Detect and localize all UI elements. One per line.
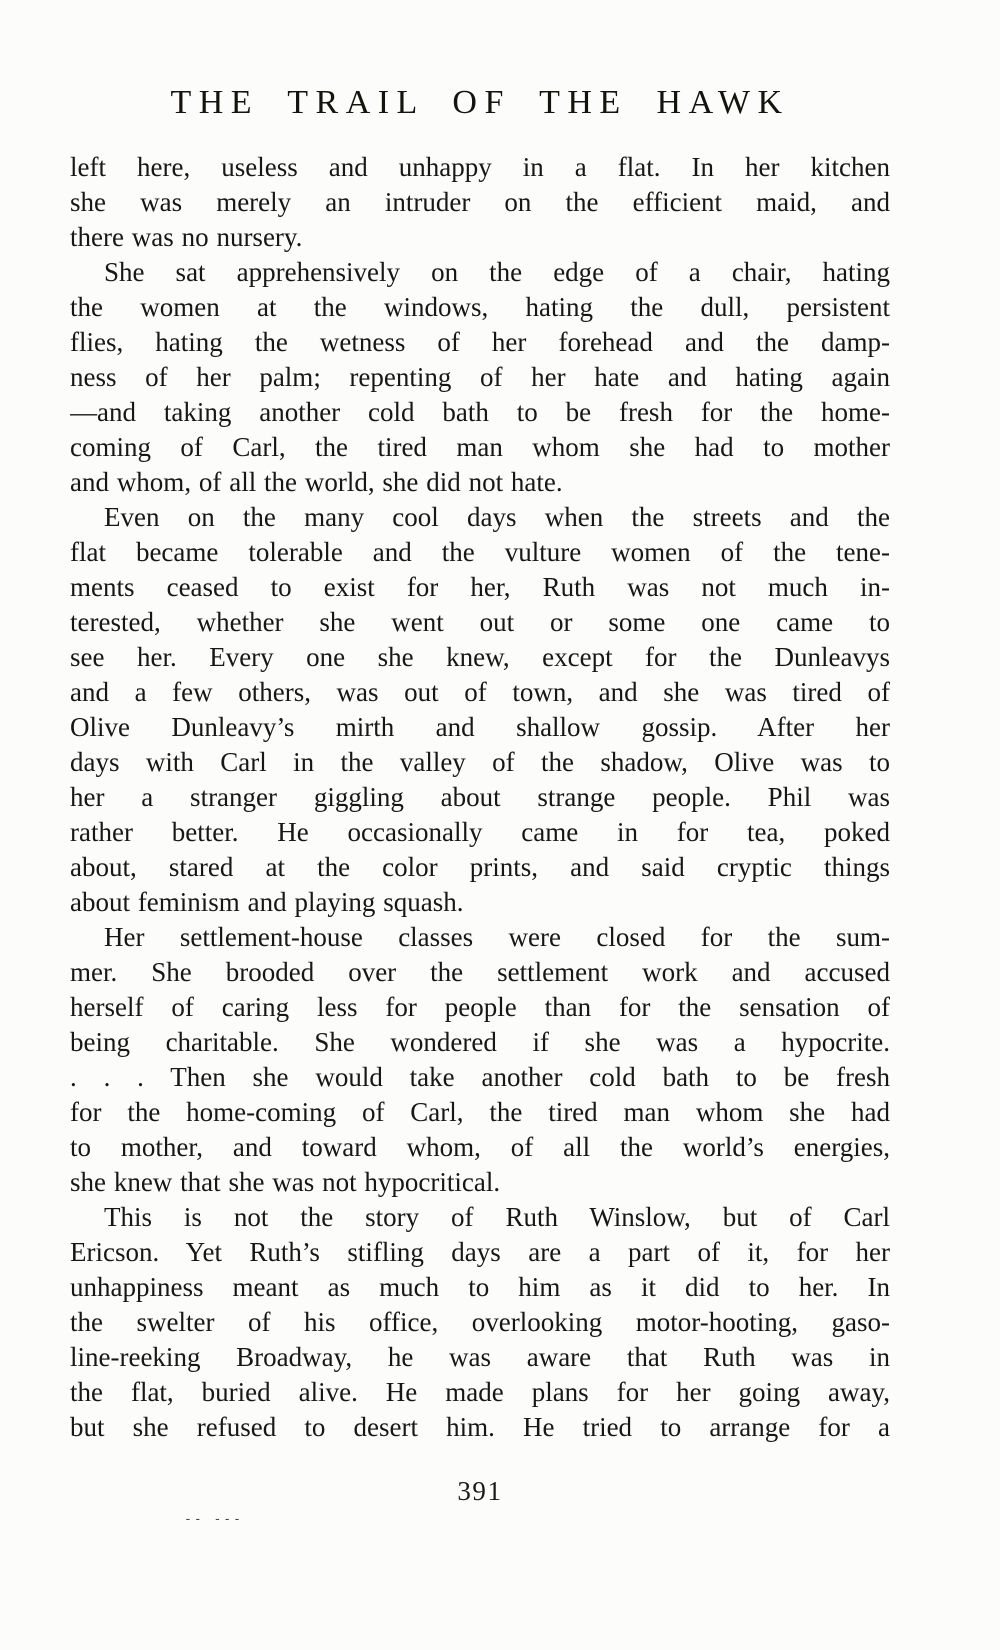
paragraph [70, 255, 890, 500]
text-line: she knew that she was not hypocritical. [70, 1167, 501, 1197]
paragraph [70, 1200, 890, 1445]
text-line: flat became tolerable and the vulture women of the tene- [70, 537, 890, 567]
text-line: Even on the many cool days when the streets and the [104, 502, 890, 532]
text-line: ments ceased to exist for her, Ruth was not much in- [70, 572, 890, 602]
text-line: ness of her palm; repenting of her hate and hating again [70, 362, 890, 392]
paragraph [70, 150, 890, 255]
text-line: and whom, of all the world, she did not hate. [70, 467, 563, 497]
text-line: but she refused to desert him. He tried to arrange for a [70, 1412, 890, 1442]
text-line: She sat apprehensively on the edge of a chair, hating [104, 257, 890, 287]
text-line: about feminism and playing squash. [70, 887, 464, 917]
text-line: the flat, buried alive. He made plans for her going away, [70, 1377, 890, 1407]
page-number: 391 [457, 1476, 503, 1506]
text-line: Her settlement-house classes were closed for the sum- [104, 922, 890, 952]
page-body [70, 150, 890, 1445]
text-line: Olive Dunleavy’s mirth and shallow gossip. After her [70, 712, 890, 742]
text-line: rather better. He occasionally came in for tea, poked [70, 817, 890, 847]
paragraph [70, 500, 890, 920]
text-line: Ericson. Yet Ruth’s stifling days are a part of it, for her [70, 1237, 890, 1267]
text-line: to mother, and toward whom, of all the world’s energies, [70, 1132, 890, 1162]
text-line: see her. Every one she knew, except for the Dunleavys [70, 642, 890, 672]
text-line: mer. She brooded over the settlement work and accused [70, 957, 890, 987]
text-line: —and taking another cold bath to be fresh for the home- [70, 397, 890, 427]
text-line: line-reeking Broadway, he was aware that Ruth was in [70, 1342, 890, 1372]
text-line: there was no nursery. [70, 222, 303, 252]
paragraph [70, 920, 890, 1200]
text-line: terested, whether she went out or some one came to [70, 607, 890, 637]
text-line: flies, hating the wetness of her forehead and the damp- [70, 327, 890, 357]
text-line: herself of caring less for people than for the sensation of [70, 992, 890, 1022]
text-line: the swelter of his office, overlooking motor-hooting, gaso- [70, 1307, 890, 1337]
text-line: left here, useless and unhappy in a flat. In her kitchen [70, 152, 890, 182]
text-line: unhappiness meant as much to him as it did to her. In [70, 1272, 890, 1302]
running-head-title: THE TRAIL OF THE HAWK [170, 84, 790, 121]
text-line: the women at the windows, hating the dull, persistent [70, 292, 890, 322]
printing-artifact: -- --- [184, 1512, 243, 1527]
text-line: . . . Then she would take another cold bath to be fresh [70, 1062, 890, 1092]
text-line: for the home-coming of Carl, the tired man whom she had [70, 1097, 890, 1127]
text-line: about, stared at the color prints, and said cryptic things [70, 852, 890, 882]
text-line: days with Carl in the valley of the shadow, Olive was to [70, 747, 890, 777]
text-line: coming of Carl, the tired man whom she had to mother [70, 432, 890, 462]
text-line: being charitable. She wondered if she was a hypocrite. [70, 1027, 890, 1057]
text-line: her a stranger giggling about strange people. Phil was [70, 782, 890, 812]
text-line: she was merely an intruder on the efficient maid, and [70, 187, 890, 217]
text-line: This is not the story of Ruth Winslow, but of Carl [104, 1202, 890, 1232]
text-line: and a few others, was out of town, and she was tired of [70, 677, 890, 707]
